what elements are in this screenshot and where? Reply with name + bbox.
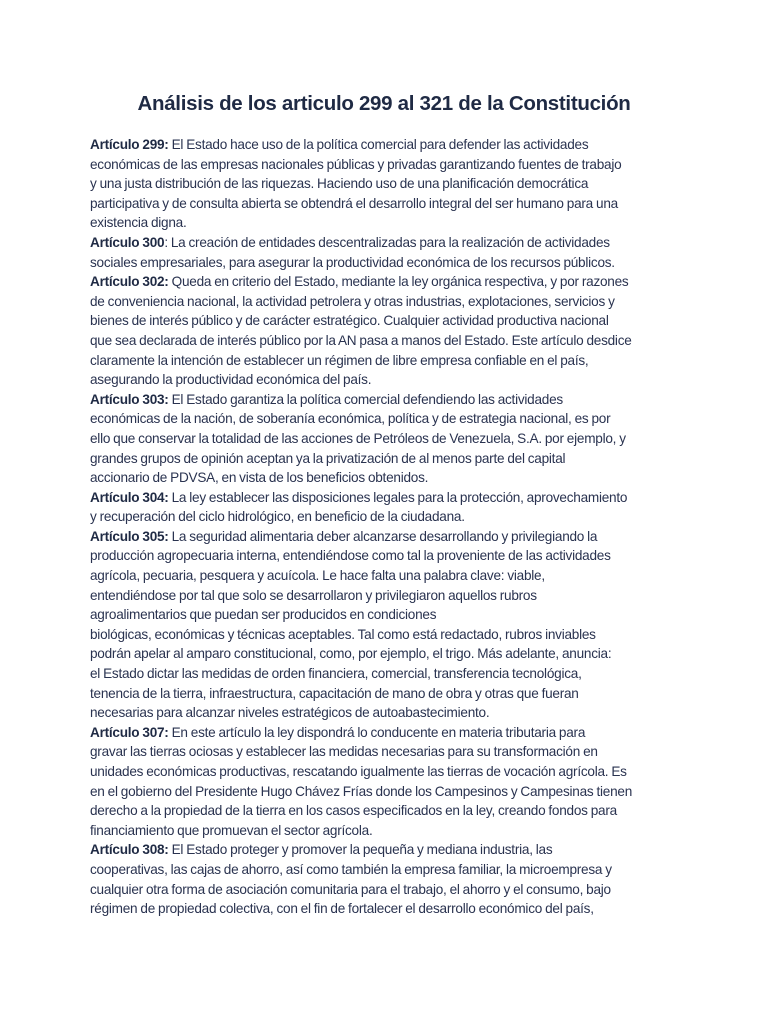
article-text: biológicas, económicas y técnicas aceptables. Tal como está redactado, rubros inviables: [90, 626, 596, 642]
article-label: Artículo 308:: [90, 842, 169, 858]
article-text: el Estado dictar las medidas de orden financiera, comercial, transferencia tecnológica,: [90, 666, 582, 682]
article-line: [90, 742, 682, 762]
article-text: cooperativas, las cajas de ahorro, así como también la empresa familiar, la microempresa y: [90, 861, 612, 877]
article-label: Artículo 307:: [90, 724, 169, 740]
article-text: que sea declarada de interés público por la AN pasa a manos del Estado. Este artículo desdice: [90, 332, 632, 348]
article-text: y una justa distribución de las riquezas. Haciendo uso de una planificación democrática: [90, 176, 589, 192]
article-line: [90, 840, 682, 860]
article-label: Artículo 305:: [90, 528, 169, 544]
article-text: entendiéndose por tal que solo se desarrollaron y privilegiaron aquellos rubros: [90, 587, 537, 603]
article-line: [90, 135, 682, 155]
article-line: [90, 370, 682, 390]
article-line: [90, 468, 682, 488]
article-line: [90, 155, 682, 175]
article-line: [90, 703, 682, 723]
article-line: [90, 664, 682, 684]
article-text: podrán apelar al amparo constitucional, como, por ejemplo, el trigo. Más adelante, anuncia:: [90, 646, 612, 662]
article-line: [90, 194, 682, 214]
article-text: derecho a la propiedad de la tierra en los casos especificados en la ley, creando fondos para: [90, 803, 617, 819]
article-line: [90, 821, 682, 841]
article-line: [90, 311, 682, 331]
article-line: [90, 684, 682, 704]
article-line: [90, 546, 682, 566]
article-text: grandes grupos de opinión aceptan ya la privatización de al menos parte del capital: [90, 450, 566, 466]
article-text: accionario de PDVSA, en vista de los beneficios obtenidos.: [90, 470, 429, 486]
article-text: en el gobierno del Presidente Hugo Chávez Frías donde los Campesinos y Campesinas tienen: [90, 783, 633, 799]
article-text: tenencia de la tierra, infraestructura, capacitación de mano de obra y otras que fueran: [90, 685, 579, 701]
article-line: [90, 272, 682, 292]
article-label: Artículo 299:: [90, 137, 169, 152]
article-text: económicas de las empresas nacionales públicas y privadas garantizando fuentes de trabajo: [90, 156, 622, 172]
article-text: cualquier otra forma de asociación comunitaria para el trabajo, el ahorro y el consumo, bajo: [90, 881, 611, 897]
article-text: La ley establecer las disposiciones legales para la protección, aprovechamiento: [168, 489, 628, 505]
article-label: Artículo 300: [90, 234, 165, 250]
article-block: [90, 272, 682, 390]
article-line: [90, 644, 682, 664]
article-line: [90, 880, 682, 900]
article-text: ello que conservar la totalidad de las acciones de Petróleos de Venezuela, S.A. por ejemplo, y: [90, 430, 626, 446]
article-line: [90, 566, 682, 586]
article-text: El Estado hace uso de la política comercial para defender las actividades: [168, 137, 589, 152]
article-label: Artículo 303:: [90, 391, 169, 407]
article-block: [90, 233, 682, 272]
article-text: : La creación de entidades descentralizadas para la realización de actividades: [164, 234, 610, 250]
article-line: [90, 723, 682, 743]
article-text: producción agropecuaria interna, entendiéndose como tal la proveniente de las actividades: [90, 548, 611, 564]
article-block: [90, 488, 682, 527]
article-label: Artículo 302:: [90, 274, 169, 290]
article-line: [90, 762, 682, 782]
article-line: [90, 507, 682, 527]
article-line: [90, 801, 682, 821]
article-text: existencia digna.: [90, 215, 187, 231]
article-line: [90, 253, 682, 273]
article-text: El Estado proteger y promover la pequeña y mediana industria, las: [168, 842, 553, 858]
article-text: participativa y de consulta abierta se obtendrá el desarrollo integral del ser humano para una: [90, 195, 618, 211]
article-text: agrícola, pecuaria, pesquera y acuícola. Le hace falta una palabra clave: viable,: [90, 568, 545, 584]
article-text: La seguridad alimentaria deber alcanzarse desarrollando y privilegiando la: [168, 528, 598, 544]
article-line: [90, 899, 682, 919]
article-text: bienes de interés público y de carácter estratégico. Cualquier actividad productiva nacional: [90, 313, 609, 329]
article-line: [90, 233, 682, 253]
article-line: [90, 860, 682, 880]
article-text: Queda en criterio del Estado, mediante la ley orgánica respectiva, y por razones: [168, 274, 629, 290]
document-body: [90, 135, 682, 919]
article-block: [90, 840, 682, 918]
article-line: [90, 331, 682, 351]
article-line: [90, 625, 682, 645]
article-text: y recuperación del ciclo hidrológico, en beneficio de la ciudadana.: [90, 509, 465, 525]
article-text: claramente la intención de establecer un régimen de libre empresa confiable en el país,: [90, 352, 589, 368]
article-line: [90, 429, 682, 449]
document-title: Análisis de los articulo 299 al 321 de la Constitución: [137, 92, 631, 115]
article-line: [90, 605, 682, 625]
article-line: [90, 488, 682, 508]
article-line: [90, 213, 682, 233]
article-block: [90, 135, 682, 233]
article-line: [90, 351, 682, 371]
article-block: [90, 527, 682, 723]
article-text: de conveniencia nacional, la actividad petrolera y otras industrias, explotaciones, servicios y: [90, 293, 615, 309]
article-line: [90, 449, 682, 469]
article-text: régimen de propiedad colectiva, con el fin de fortalecer el desarrollo económico del país,: [90, 901, 594, 917]
article-text: gravar las tierras ociosas y establecer las medidas necesarias para su transformación en: [90, 744, 598, 760]
article-text: asegurando la productividad económica del país.: [90, 372, 372, 388]
article-text: económicas de la nación, de soberanía económica, política y de estrategia nacional, es por: [90, 411, 611, 427]
article-line: [90, 174, 682, 194]
article-label: Artículo 304:: [90, 489, 169, 505]
article-text: financiamiento que promuevan el sector agrícola.: [90, 822, 373, 838]
article-text: unidades económicas productivas, rescatando igualmente las tierras de vocación agrícola. Es: [90, 764, 627, 779]
article-text: El Estado garantiza la política comercial defendiendo las actividades: [168, 391, 563, 407]
article-line: [90, 390, 682, 410]
article-text: agroalimentarios que puedan ser producidos en condiciones: [90, 607, 437, 623]
article-text: sociales empresariales, para asegurar la productividad económica de los recursos públicos.: [90, 254, 615, 270]
article-line: [90, 409, 682, 429]
article-line: [90, 782, 682, 802]
article-line: [90, 586, 682, 606]
article-block: [90, 390, 682, 488]
article-text: En este artículo la ley dispondrá lo conducente en materia tributaria para: [168, 724, 586, 740]
article-block: [90, 723, 682, 841]
article-text: necesarias para alcanzar niveles estratégicos de autoabastecimiento.: [90, 705, 490, 721]
article-line: [90, 527, 682, 547]
article-line: [90, 292, 682, 312]
